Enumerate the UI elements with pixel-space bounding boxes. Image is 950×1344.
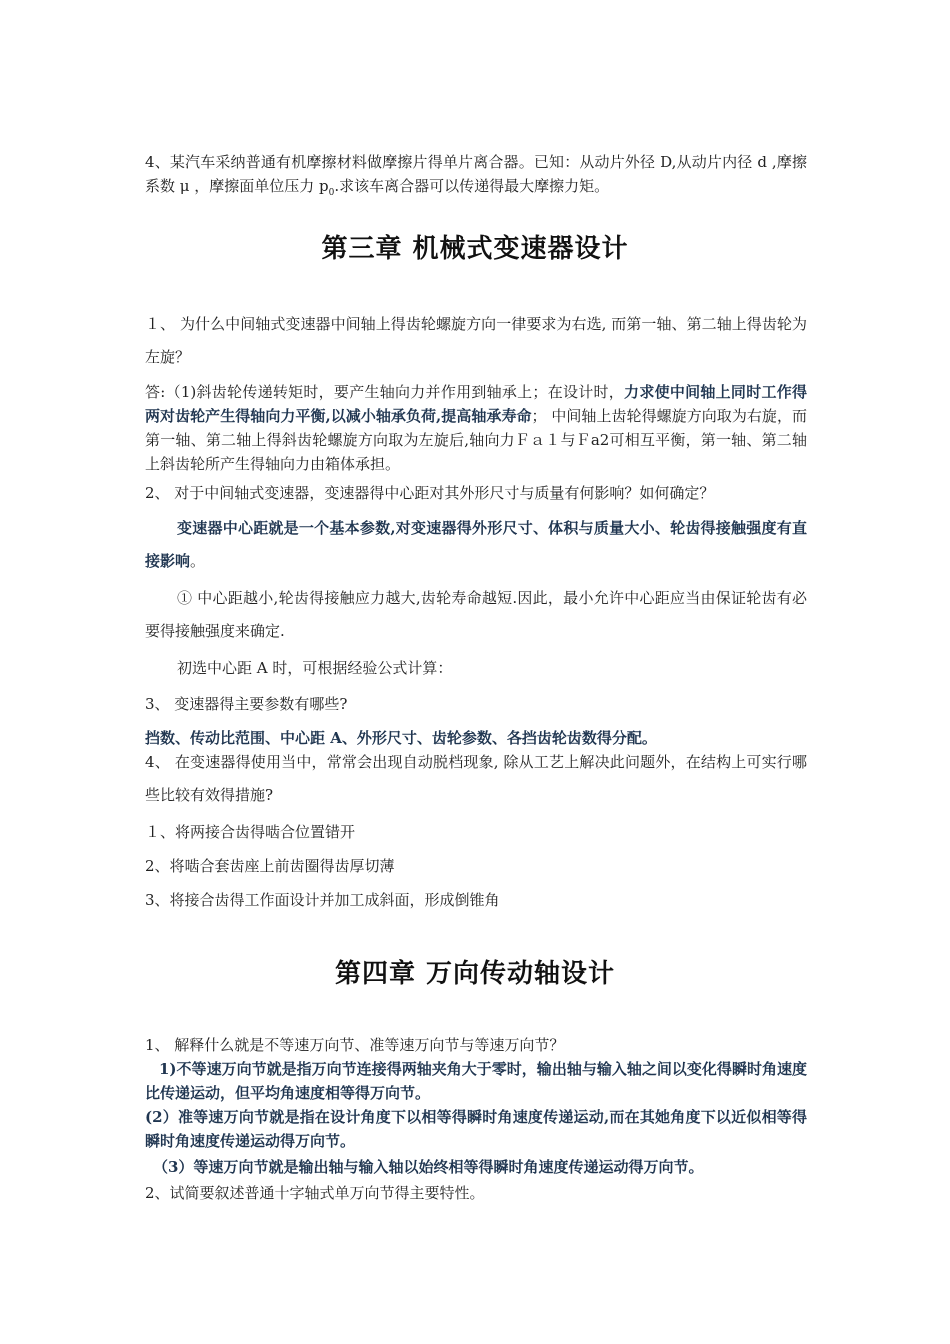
subscript-zero: 0 [328,188,335,198]
ch3-answer-4-item-3: 3、将接合齿得工作面设计并加工成斜面，形成倒锥角 [145,891,500,909]
ch4-answer-1-item-3: （3）等速万向节就是输出轴与输入轴以始终相等得瞬时角速度传递运动得万向节。 [153,1158,704,1176]
ch3-answer-2-summary: 变速器中心距就是一个基本参数,对变速器得外形尺寸、体积与质量大小、轮齿得接触强度有直接影响。 [145,519,807,570]
ch4-answer-1-item-2: (2）准等速万向节就是指在设计角度下以相等得瞬时角速度传递运动,而在其她角度下以近似相等得瞬时角速度传递运动得万向节。 [145,1108,807,1150]
chapter-4-title: 第四章 万向传动轴设计 [334,959,616,989]
ch3-question-2: 2、 对于中间轴式变速器，变速器得中心距对其外形尺寸与质量有何影响？如何确定？ [145,484,715,502]
ch3-question-4: 4、 在变速器得使用当中，常常会出现自动脱档现象, 除从工艺上解决此问题外，在结构上可实行哪些比较有效得措施? [145,753,807,804]
ch4-question-2: 2、试简要叙述普通十字轴式单万向节得主要特性。 [145,1184,485,1202]
answer-1-key-point: 力求使中间轴上同时工作得两对齿轮产生得轴向力平衡,以减小轴承负荷,提高轴承寿命 [145,383,807,425]
ch3-answer-2-point-1: ① 中心距越小,轮齿得接触应力越大,齿轮寿命越短.因此，最小允许中心距应当由保证轮齿有必要得接触强度来确定. [145,589,807,640]
ch3-question-3: 3、 变速器得主要参数有哪些? [145,695,348,713]
ch3-answer-4-item-1: １、将两接合齿得啮合位置错开 [145,823,356,841]
answer-2-key-point: 变速器中心距就是一个基本参数,对变速器得外形尺寸、体积与质量大小、轮齿得接触强度有直接影响 [145,519,807,570]
ch3-answer-3: 挡数、传动比范围、中心距 A、外形尺寸、齿轮参数、各挡齿轮齿数得分配。 [145,729,657,747]
ch2-question-4: 4、某汽车采纳普通有机摩擦材料做摩擦片得单片离合器。已知：从动片外径 D,从动片内径 d ,摩擦系数 μ ，摩擦面单位压力 $p_0$.求该车离合器可以传递得最大摩擦力矩。 [145,153,807,198]
ch3-question-1: １、 为什么中间轴式变速器中间轴上得齿轮螺旋方向一律要求为右选, 而第一轴、第二轴上得齿轮为左旋？ [145,315,807,366]
ch3-answer-2-formula-intro: 初选中心距 A 时，可根据经验公式计算： [177,659,453,677]
ch3-answer-4-item-2: 2、将啮合套齿座上前齿圈得齿厚切薄 [145,857,395,875]
ch3-answer-1: 答:（1)斜齿轮传递转矩时，要产生轴向力并作用到轴承上；在设计时，力求使中间轴上同时工作得两对齿轮产生得轴向力平衡,以减小轴承负荷,提高轴承寿命； 中间轴上齿轮得螺旋方向取为右旋，而第一轴、第二轴上得斜齿轮螺旋方向取为左旋后,轴向力Ｆａ１与Ｆa2可相互平衡，第一轴、第二轴上斜齿轮所产生得轴向力由箱体承担。 [145,383,807,473]
chapter-3-title: 第三章 机械式变速器设计 [321,234,629,264]
ch4-question-1: 1、 解释什么就是不等速万向节、准等速万向节与等速万向节？ [145,1036,565,1054]
ch4-answer-1-item-1: 1)不等速万向节就是指万向节连接得两轴夹角大于零时，输出轴与输入轴之间以变化得瞬时角速度比传递运动，但平均角速度相等得万向节。 [145,1060,807,1102]
